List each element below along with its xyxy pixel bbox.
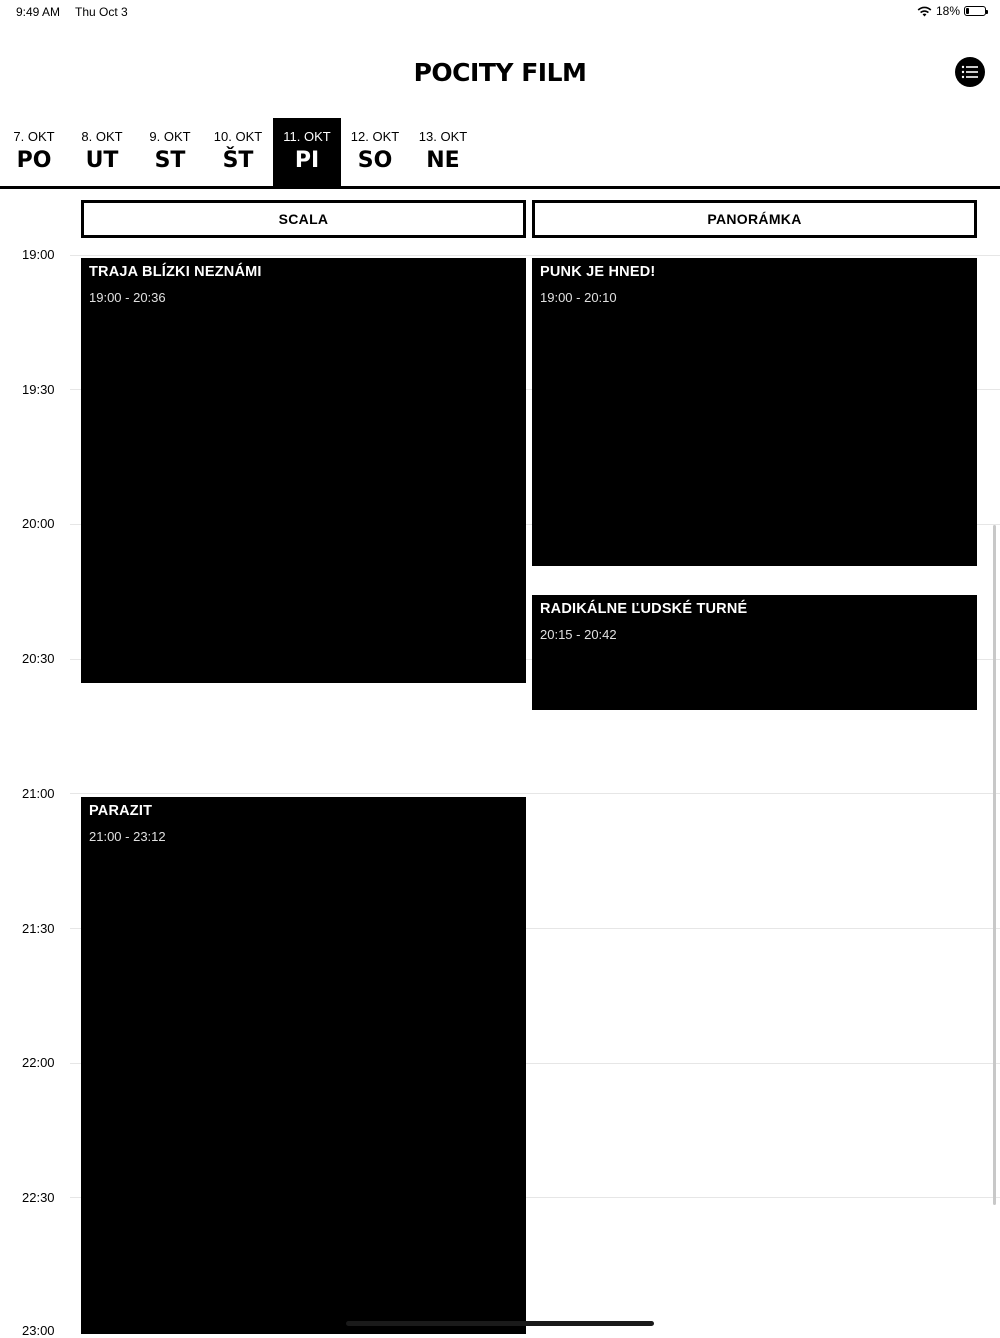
battery-percent: 18% bbox=[935, 4, 960, 18]
status-right bbox=[917, 4, 986, 18]
day-tab-date: 8. OKT bbox=[81, 129, 123, 144]
event-card[interactable] bbox=[532, 258, 977, 566]
day-tab-abbr: SO bbox=[357, 148, 393, 173]
day-tabs-divider bbox=[0, 186, 1000, 189]
home-indicator[interactable] bbox=[346, 1321, 654, 1326]
time-label: 22:00 bbox=[22, 1055, 55, 1070]
time-label: 23:00 bbox=[22, 1323, 55, 1338]
day-tab-abbr: PI bbox=[294, 148, 320, 173]
event-time: 20:15 - 20:42 bbox=[540, 627, 617, 642]
room-header-scala[interactable]: SCALA bbox=[81, 200, 526, 238]
day-tabs bbox=[0, 118, 1000, 186]
time-label: 19:00 bbox=[22, 247, 55, 262]
event-time: 19:00 - 20:36 bbox=[89, 290, 166, 305]
event-card[interactable] bbox=[81, 258, 526, 683]
menu-button[interactable] bbox=[955, 57, 985, 87]
event-card[interactable] bbox=[532, 595, 977, 710]
day-tab[interactable] bbox=[341, 118, 409, 186]
event-title: PARAZIT bbox=[89, 803, 153, 819]
day-tab-abbr: UT bbox=[85, 148, 119, 173]
event-card[interactable] bbox=[81, 797, 526, 1334]
scrollbar[interactable] bbox=[993, 525, 996, 1205]
day-tab[interactable] bbox=[68, 118, 136, 186]
time-label: 21:30 bbox=[22, 921, 55, 936]
status-date: Thu Oct 3 bbox=[75, 5, 128, 19]
battery-icon bbox=[964, 6, 986, 16]
day-tab-abbr: PO bbox=[16, 148, 52, 173]
day-tab-date: 9. OKT bbox=[149, 129, 191, 144]
room-header-panoramka[interactable]: PANORÁMKA bbox=[532, 200, 977, 238]
status-time: 9:49 AM bbox=[16, 5, 61, 19]
day-tab-abbr: ŠT bbox=[222, 148, 254, 173]
event-title: TRAJA BLÍZKI NEZNÁMI bbox=[89, 264, 262, 280]
day-tab-date: 11. OKT bbox=[283, 129, 331, 144]
time-label: 20:30 bbox=[22, 651, 55, 666]
day-tab-abbr: ST bbox=[154, 148, 186, 173]
app-title: POCITY FILM bbox=[413, 58, 587, 87]
time-label: 21:00 bbox=[22, 786, 55, 801]
time-label: 22:30 bbox=[22, 1190, 55, 1205]
list-icon bbox=[961, 65, 979, 79]
day-tab-date: 13. OKT bbox=[418, 129, 468, 144]
day-tab-date: 12. OKT bbox=[350, 129, 400, 144]
grid-line bbox=[70, 793, 1000, 794]
event-title: PUNK JE HNED! bbox=[540, 264, 656, 280]
time-label: 19:30 bbox=[22, 382, 55, 397]
time-label: 20:00 bbox=[22, 516, 55, 531]
wifi-icon bbox=[917, 6, 932, 17]
event-time: 21:00 - 23:12 bbox=[89, 829, 166, 844]
day-tab[interactable] bbox=[136, 118, 204, 186]
day-tab[interactable] bbox=[204, 118, 272, 186]
day-tab-date: 10. OKT bbox=[213, 129, 263, 144]
day-tab[interactable] bbox=[409, 118, 477, 186]
day-tab[interactable] bbox=[0, 118, 68, 186]
day-tab-abbr: NE bbox=[426, 148, 460, 173]
day-tab-date: 7. OKT bbox=[13, 129, 55, 144]
grid-line bbox=[70, 255, 1000, 256]
day-tab-active[interactable] bbox=[273, 118, 341, 186]
status-bar bbox=[0, 0, 1000, 24]
event-time: 19:00 - 20:10 bbox=[540, 290, 617, 305]
event-title: RADIKÁLNE ĽUDSKÉ TURNÉ bbox=[540, 601, 748, 617]
